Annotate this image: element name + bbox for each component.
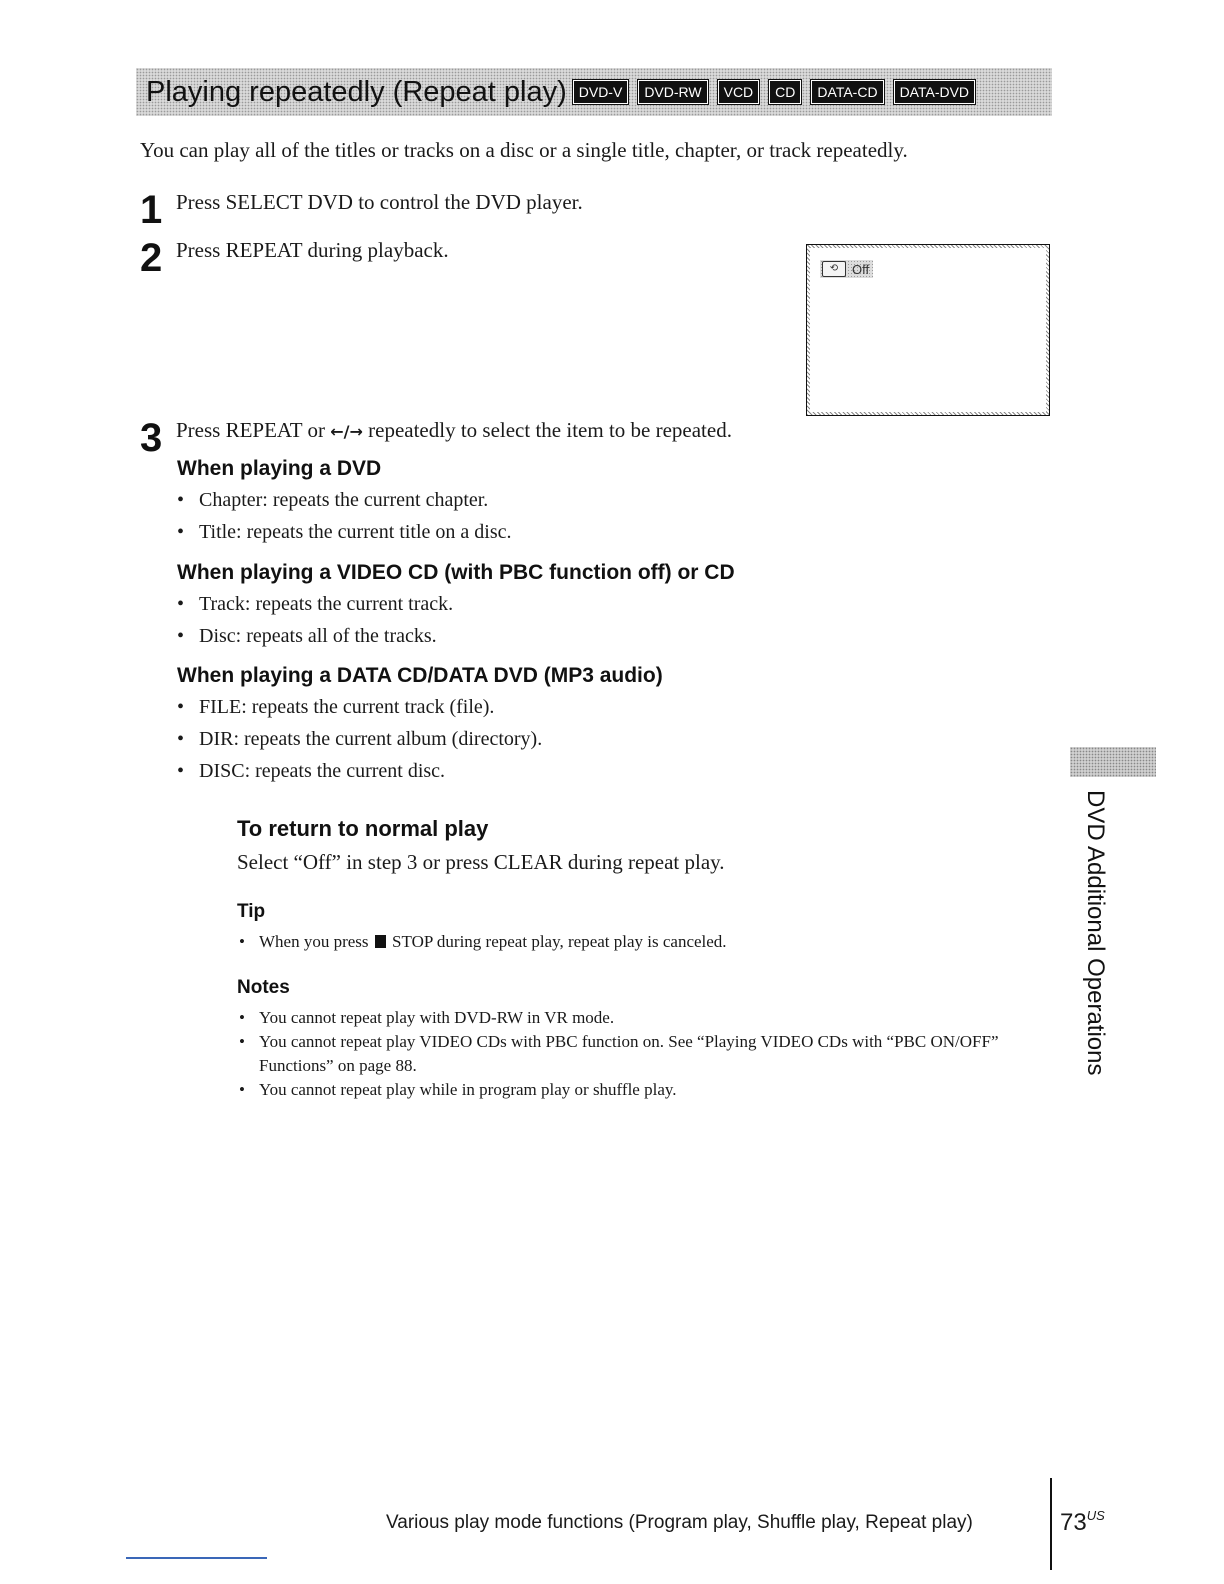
badge-dvd-rw: DVD-RW — [638, 80, 707, 104]
list-item: • You cannot repeat play with DVD-RW in VR mode. — [237, 1006, 1047, 1030]
tip-list — [237, 930, 1037, 954]
data-list — [177, 696, 542, 792]
list-item: • Title: repeats the current title on a disc. — [177, 521, 512, 553]
repeat-status: Off — [852, 261, 870, 277]
list-item: • Chapter: repeats the current chapter. — [177, 489, 512, 521]
step-3-text-before: Press REPEAT or — [176, 418, 325, 442]
return-text: Select “Off” in step 3 or press CLEAR during repeat play. — [237, 850, 725, 874]
badge-dvd-v: DVD-V — [573, 80, 629, 104]
repeat-osd — [820, 260, 873, 278]
footer-divider — [1050, 1478, 1052, 1570]
page-number — [1060, 1508, 1105, 1537]
step-1-number: 1 — [140, 188, 163, 232]
side-tab-marker — [1070, 747, 1156, 777]
tip-heading: Tip — [237, 901, 266, 922]
step-2-number: 2 — [140, 236, 163, 280]
screen-display-illustration — [806, 244, 1050, 416]
step-3-text-after: repeatedly to select the item to be repeated. — [368, 418, 732, 442]
return-heading: To return to normal play — [237, 816, 489, 841]
badge-cd: CD — [769, 80, 801, 104]
data-heading: When playing a DATA CD/DATA DVD (MP3 audio) — [177, 664, 663, 687]
step-3-number: 3 — [140, 416, 163, 460]
footer-text: Various play mode functions (Program play, Shuffle play, Repeat play) — [386, 1512, 973, 1533]
list-item: • You cannot repeat play while in program play or shuffle play. — [237, 1078, 1047, 1102]
step-1-text: Press SELECT DVD to control the DVD player. — [176, 190, 583, 214]
list-item: • Disc: repeats all of the tracks. — [177, 625, 453, 657]
list-item — [237, 930, 1037, 954]
vcd-list — [177, 593, 453, 657]
badge-vcd: VCD — [718, 80, 760, 104]
notes-heading: Notes — [237, 977, 290, 998]
stop-icon — [375, 935, 386, 948]
bottom-rule — [126, 1557, 267, 1559]
page-number-suffix: US — [1086, 1508, 1105, 1523]
badge-data-cd: DATA-CD — [811, 80, 883, 104]
tip-text-after: STOP during repeat play, repeat play is canceled. — [392, 932, 727, 951]
step-2-text: Press REPEAT during playback. — [176, 238, 449, 262]
list-item: • DIR: repeats the current album (directory). — [177, 728, 542, 760]
tip-text-before: When you press — [259, 932, 369, 951]
dvd-heading: When playing a DVD — [177, 457, 382, 480]
notes-list — [237, 1006, 1047, 1102]
list-item: • FILE: repeats the current track (file). — [177, 696, 542, 728]
left-right-arrows-icon: ←/→ — [330, 422, 363, 441]
badge-data-dvd: DATA-DVD — [894, 80, 975, 104]
page-number-value: 73 — [1060, 1509, 1087, 1536]
section-title-bar — [136, 68, 1052, 116]
list-item: • You cannot repeat play VIDEO CDs with PBC function on. See “Playing VIDEO CDs with “PBC ON/OFF” Functions” on page 88. — [237, 1030, 1047, 1078]
section-title: Playing repeatedly (Repeat play) — [146, 75, 567, 108]
intro-text: You can play all of the titles or tracks on a disc or a single title, chapter, or track repeatedly. — [140, 138, 908, 162]
step-3-text — [176, 418, 732, 443]
side-tab — [1080, 790, 1110, 1100]
dvd-list — [177, 489, 512, 553]
disc-type-badges — [573, 80, 975, 104]
vcd-heading: When playing a VIDEO CD (with PBC function off) or CD — [177, 561, 735, 584]
side-tab-label: DVD Additional Operations — [1082, 790, 1109, 1076]
repeat-icon: ⟲ — [822, 261, 846, 277]
list-item: • Track: repeats the current track. — [177, 593, 453, 625]
list-item: • DISC: repeats the current disc. — [177, 760, 542, 792]
